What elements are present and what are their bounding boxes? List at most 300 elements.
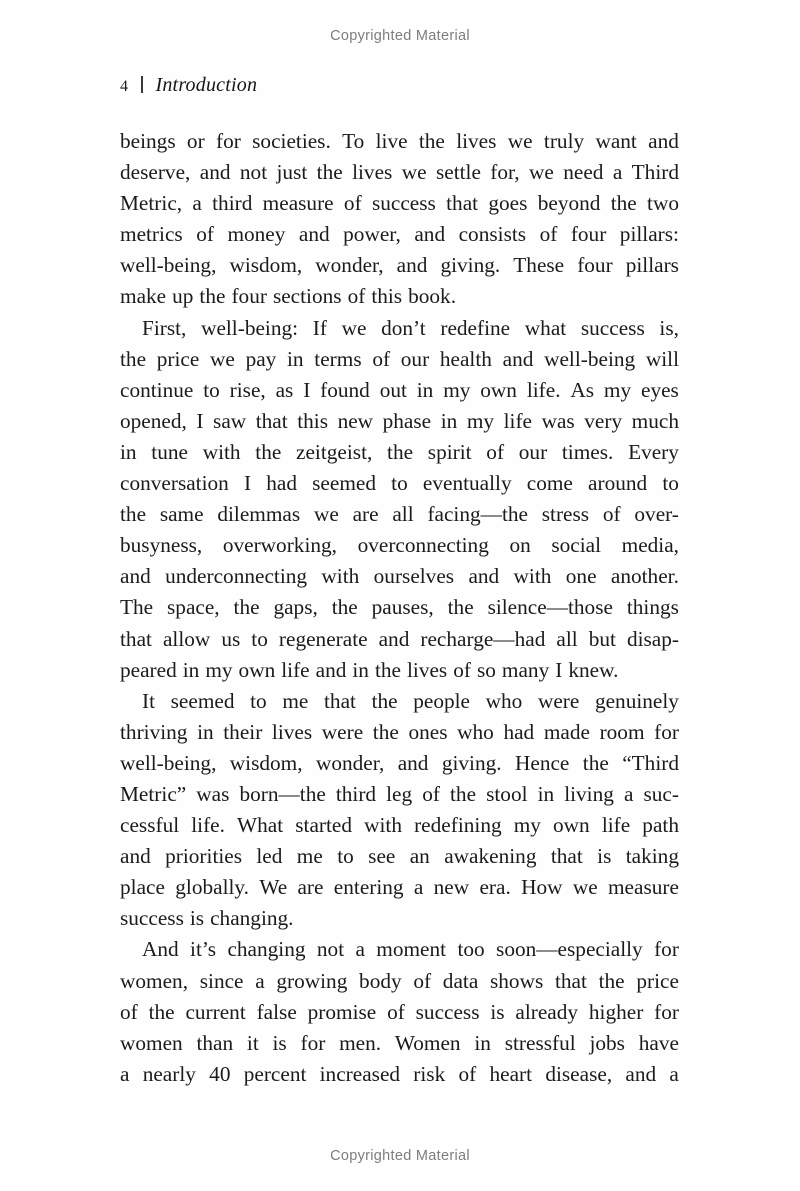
word: men. — [339, 1030, 382, 1055]
word: redefining — [414, 813, 502, 838]
word: and — [648, 129, 679, 153]
word: money — [227, 222, 286, 247]
word: giving. — [440, 253, 501, 278]
word: with — [364, 813, 402, 838]
text-line — [120, 934, 679, 965]
word: wonder, — [315, 253, 384, 278]
word: we — [341, 315, 367, 340]
word: “Third — [622, 750, 679, 775]
word: opened, — [120, 408, 187, 433]
word: thriving — [120, 719, 188, 744]
word: percent — [243, 1061, 307, 1086]
word: knew. — [568, 657, 619, 682]
word: in — [352, 657, 369, 682]
word: of — [486, 439, 505, 464]
word: and — [468, 564, 500, 589]
paragraph — [120, 126, 679, 313]
text-line — [120, 530, 679, 561]
word: moment — [376, 937, 447, 962]
word: our — [518, 439, 548, 464]
word: era. — [479, 875, 511, 900]
word: price — [636, 968, 679, 993]
word: disap- — [626, 626, 679, 651]
word: I — [243, 471, 252, 496]
word: beyond — [537, 191, 601, 216]
word: is — [272, 1030, 287, 1055]
word: spirit — [427, 439, 472, 464]
word: to — [391, 471, 408, 496]
word: in — [440, 408, 458, 433]
word: the — [598, 968, 625, 993]
word: the — [120, 346, 147, 371]
word: overconnecting — [357, 533, 489, 558]
word: third — [335, 781, 377, 806]
word: well-being, — [120, 253, 217, 278]
word: the — [255, 439, 282, 464]
word: had — [266, 471, 297, 496]
word: on — [509, 533, 531, 558]
word: ourselves — [373, 564, 455, 589]
text-line — [120, 841, 679, 872]
word: much — [631, 408, 679, 433]
word: of — [387, 999, 405, 1024]
word: of — [453, 657, 471, 682]
word: with — [202, 439, 241, 464]
word: and — [502, 346, 534, 371]
word: changing — [227, 937, 306, 962]
word: my — [443, 377, 471, 402]
word: leg — [386, 781, 413, 806]
word: stress — [541, 502, 590, 527]
word: in — [537, 781, 555, 806]
word: As — [570, 377, 595, 402]
word: living — [564, 781, 614, 806]
word: that — [255, 408, 288, 433]
word: of — [539, 222, 558, 247]
word: eventually — [422, 471, 512, 496]
word: the — [316, 160, 343, 185]
word: a — [413, 875, 424, 900]
word: genuinely — [594, 688, 679, 713]
word: room — [599, 719, 645, 744]
word: ones — [408, 719, 448, 744]
text-line — [120, 810, 679, 841]
word: in — [182, 657, 200, 682]
word: of — [458, 1061, 477, 1086]
word: another. — [610, 564, 679, 589]
word: my — [466, 408, 495, 433]
word: growing — [276, 968, 348, 993]
word: don’t — [381, 315, 426, 340]
copyright-watermark-top: Copyrighted Material — [330, 28, 470, 44]
word: The — [120, 595, 154, 620]
word: taking — [625, 844, 679, 869]
word: shows — [489, 968, 544, 993]
word: data — [442, 968, 479, 993]
word: and — [120, 844, 151, 869]
word: societies. — [252, 129, 331, 153]
word: started — [295, 813, 353, 838]
word: in — [197, 719, 214, 744]
word: wisdom, — [229, 253, 303, 278]
word: was — [541, 408, 575, 433]
word: the — [371, 688, 398, 713]
word: jobs — [589, 1030, 625, 1055]
word: this — [371, 284, 403, 309]
word: and — [120, 564, 151, 589]
word: a — [623, 781, 634, 806]
word: heart — [489, 1061, 533, 1086]
word: social — [551, 533, 602, 558]
word: of — [422, 781, 440, 806]
word: and — [397, 750, 429, 775]
chapter-title: Introduction — [155, 74, 258, 96]
text-line — [120, 717, 679, 748]
word: we — [529, 160, 554, 185]
word: around — [588, 471, 648, 496]
text-line — [120, 281, 679, 312]
word: a — [355, 937, 365, 962]
word: tune — [151, 439, 188, 464]
word: as — [275, 377, 294, 402]
word: had — [503, 719, 535, 744]
word: seemed — [170, 688, 235, 713]
word: To — [342, 129, 365, 153]
word: a — [120, 1061, 130, 1086]
word: for, — [490, 160, 520, 185]
word: measure — [262, 191, 334, 216]
word: the — [120, 502, 147, 527]
word: of — [372, 346, 391, 371]
word: my — [513, 813, 541, 838]
word: that — [446, 191, 479, 216]
word: life — [601, 813, 631, 838]
word: busyness, — [120, 533, 203, 558]
text-line — [120, 779, 679, 810]
text-line — [120, 997, 679, 1028]
word: seemed — [312, 471, 377, 496]
word: too — [457, 937, 485, 962]
word: times. — [561, 439, 614, 464]
body-text-block — [120, 126, 679, 1090]
word: and — [625, 1061, 657, 1086]
word: the — [610, 191, 637, 216]
word: of — [602, 502, 621, 527]
word: lives — [456, 129, 497, 153]
word: our — [400, 346, 430, 371]
word: were — [321, 719, 364, 744]
paragraph — [120, 686, 679, 935]
word: own — [238, 657, 276, 682]
word: We — [259, 875, 288, 900]
word: the — [233, 595, 260, 620]
word: that — [550, 844, 583, 869]
word: nearly — [142, 1061, 196, 1086]
word: see — [368, 844, 396, 869]
word: is — [490, 999, 505, 1024]
word: me — [282, 688, 309, 713]
text-line — [120, 437, 679, 468]
word: cessful — [120, 813, 180, 838]
word: it — [246, 1030, 259, 1055]
word: one — [565, 564, 597, 589]
word: false — [256, 999, 297, 1024]
word: new — [337, 408, 374, 433]
word: the — [331, 595, 358, 620]
word: well-being — [544, 346, 636, 371]
word: truly — [543, 129, 585, 153]
word: already — [515, 999, 579, 1024]
word: led — [256, 844, 283, 869]
word: the — [447, 595, 474, 620]
word: stressful — [504, 1030, 576, 1055]
word: want — [595, 129, 637, 153]
word: the — [374, 657, 401, 682]
word: with — [513, 564, 552, 589]
word: in — [416, 377, 434, 402]
word: increased — [319, 1061, 401, 1086]
word: the — [450, 781, 477, 806]
word: I — [196, 408, 204, 433]
word: made — [543, 719, 590, 744]
text-line — [120, 188, 679, 219]
word: for — [300, 1030, 326, 1055]
word: me — [296, 844, 323, 869]
word: suc- — [643, 781, 679, 806]
word: for — [654, 719, 679, 744]
word: so — [476, 657, 496, 682]
word: overworking, — [222, 533, 337, 558]
word: a — [192, 191, 202, 216]
word: redefine — [440, 315, 511, 340]
word: a — [255, 968, 265, 993]
word: path — [642, 813, 679, 838]
word: to — [662, 471, 679, 496]
word: I — [555, 657, 563, 682]
word: of — [196, 222, 214, 247]
word: is, — [659, 315, 679, 340]
word: we — [401, 160, 427, 185]
word: and — [414, 222, 446, 247]
word: of — [120, 999, 138, 1024]
word: who — [485, 688, 523, 713]
word: terms — [314, 346, 362, 371]
word: their — [223, 719, 263, 744]
word: risk — [413, 1061, 446, 1086]
text-line — [120, 499, 679, 530]
word: lives — [271, 719, 313, 744]
word: things — [626, 595, 679, 620]
word: promise — [307, 999, 377, 1024]
word: eyes — [641, 377, 679, 402]
word: soon—especially — [496, 937, 643, 962]
copyright-watermark-bottom: Copyrighted Material — [330, 1148, 470, 1164]
word: are — [297, 875, 324, 900]
word: since — [199, 968, 244, 993]
word: health — [439, 346, 492, 371]
word: a — [612, 160, 623, 185]
word: well-being: — [201, 315, 299, 340]
text-line — [120, 219, 679, 250]
word: success — [120, 906, 184, 931]
word: saw — [213, 408, 247, 433]
word: These — [513, 253, 565, 278]
word: price — [156, 346, 200, 371]
text-line — [120, 344, 679, 375]
word: and — [315, 657, 347, 682]
word: a — [669, 1061, 679, 1086]
word: will — [645, 346, 679, 371]
word: we — [572, 875, 598, 900]
word: own — [553, 813, 590, 838]
word: for — [654, 999, 679, 1024]
word: giving. — [441, 750, 502, 775]
word: entering — [333, 875, 404, 900]
word: in — [120, 439, 137, 464]
paragraph — [120, 313, 679, 686]
word: we — [507, 129, 533, 153]
word: disease, — [545, 1061, 613, 1086]
word: life — [281, 657, 310, 682]
word: well-being, — [120, 750, 217, 775]
word: need — [563, 160, 604, 185]
word: over- — [634, 502, 679, 527]
word: conversation — [120, 471, 229, 496]
word: two — [647, 191, 679, 216]
word: What — [237, 813, 284, 838]
word: all — [392, 502, 414, 527]
running-head — [120, 74, 257, 97]
word: come — [526, 471, 573, 496]
word: my — [603, 377, 632, 402]
word: I — [303, 377, 311, 402]
word: with — [321, 564, 360, 589]
word: sections — [272, 284, 342, 309]
word: awakening — [444, 844, 537, 869]
word: is — [597, 844, 612, 869]
word: silence—those — [487, 595, 613, 620]
word: Metric, — [120, 191, 183, 216]
text-line — [120, 686, 679, 717]
word: and — [396, 253, 428, 278]
word: and — [298, 222, 330, 247]
word: changing. — [210, 906, 294, 931]
text-line — [120, 1028, 679, 1059]
word: gaps, — [273, 595, 318, 620]
text-line — [120, 375, 679, 406]
word: the — [387, 439, 414, 464]
word: globally. — [175, 875, 249, 900]
word: was — [196, 781, 230, 806]
text-line — [120, 655, 679, 686]
word: It — [142, 688, 156, 713]
word: are — [352, 502, 379, 527]
word: life. — [191, 813, 225, 838]
word: underconnecting — [165, 564, 308, 589]
word: we — [210, 346, 235, 371]
word: continue — [120, 377, 194, 402]
word: four — [570, 222, 607, 247]
word: success — [580, 315, 645, 340]
word: dilemmas — [217, 502, 301, 527]
word: out — [379, 377, 407, 402]
word: of — [413, 968, 432, 993]
word: have — [638, 1030, 679, 1055]
word: wonder, — [315, 750, 385, 775]
word: to — [250, 688, 267, 713]
word: wisdom, — [229, 750, 303, 775]
word: 40 — [209, 1061, 231, 1086]
word: new — [433, 875, 470, 900]
word: than — [196, 1030, 234, 1055]
word: and — [199, 160, 231, 185]
word: to — [251, 626, 268, 651]
word: the — [372, 719, 399, 744]
word: to — [337, 844, 354, 869]
word: to — [203, 377, 220, 402]
word: four — [577, 253, 613, 278]
text-line — [120, 903, 679, 934]
word: place — [120, 875, 165, 900]
word: for — [654, 937, 679, 962]
word: lives — [406, 657, 448, 682]
text-line — [120, 966, 679, 997]
word: many — [501, 657, 550, 682]
word: that — [120, 626, 152, 651]
word: or — [186, 129, 205, 153]
text-line — [120, 313, 679, 344]
word: the — [418, 129, 445, 153]
word: First, — [142, 315, 187, 340]
word: not — [316, 937, 345, 962]
word: of — [343, 191, 362, 216]
word: pillars — [625, 253, 679, 278]
word: women — [120, 1030, 183, 1055]
word: And — [142, 937, 179, 962]
word: and — [378, 626, 410, 651]
word: people — [413, 688, 470, 713]
text-line — [120, 561, 679, 592]
word: of — [347, 284, 366, 309]
word: is — [189, 906, 205, 931]
word: lives — [352, 160, 393, 185]
word: zeitgeist, — [296, 439, 373, 464]
word: pillars: — [619, 222, 679, 247]
word: recharge—had — [420, 626, 546, 651]
word: for — [215, 129, 241, 153]
word: space, — [167, 595, 220, 620]
running-head-divider — [141, 76, 143, 93]
word: facing—the — [427, 502, 528, 527]
word: regenerate — [278, 626, 368, 651]
word: body — [359, 968, 402, 993]
word: success — [371, 191, 436, 216]
text-line — [120, 157, 679, 188]
text-line — [120, 872, 679, 903]
word: life — [503, 408, 532, 433]
word: us — [221, 626, 241, 651]
word: power, — [343, 222, 401, 247]
word: the — [199, 284, 226, 309]
text-line — [120, 624, 679, 655]
word: deserve, — [120, 160, 191, 185]
word: up — [172, 284, 194, 309]
text-line — [120, 406, 679, 437]
text-line — [120, 468, 679, 499]
word: pauses, — [371, 595, 434, 620]
word: just — [276, 160, 308, 185]
word: four — [231, 284, 267, 309]
